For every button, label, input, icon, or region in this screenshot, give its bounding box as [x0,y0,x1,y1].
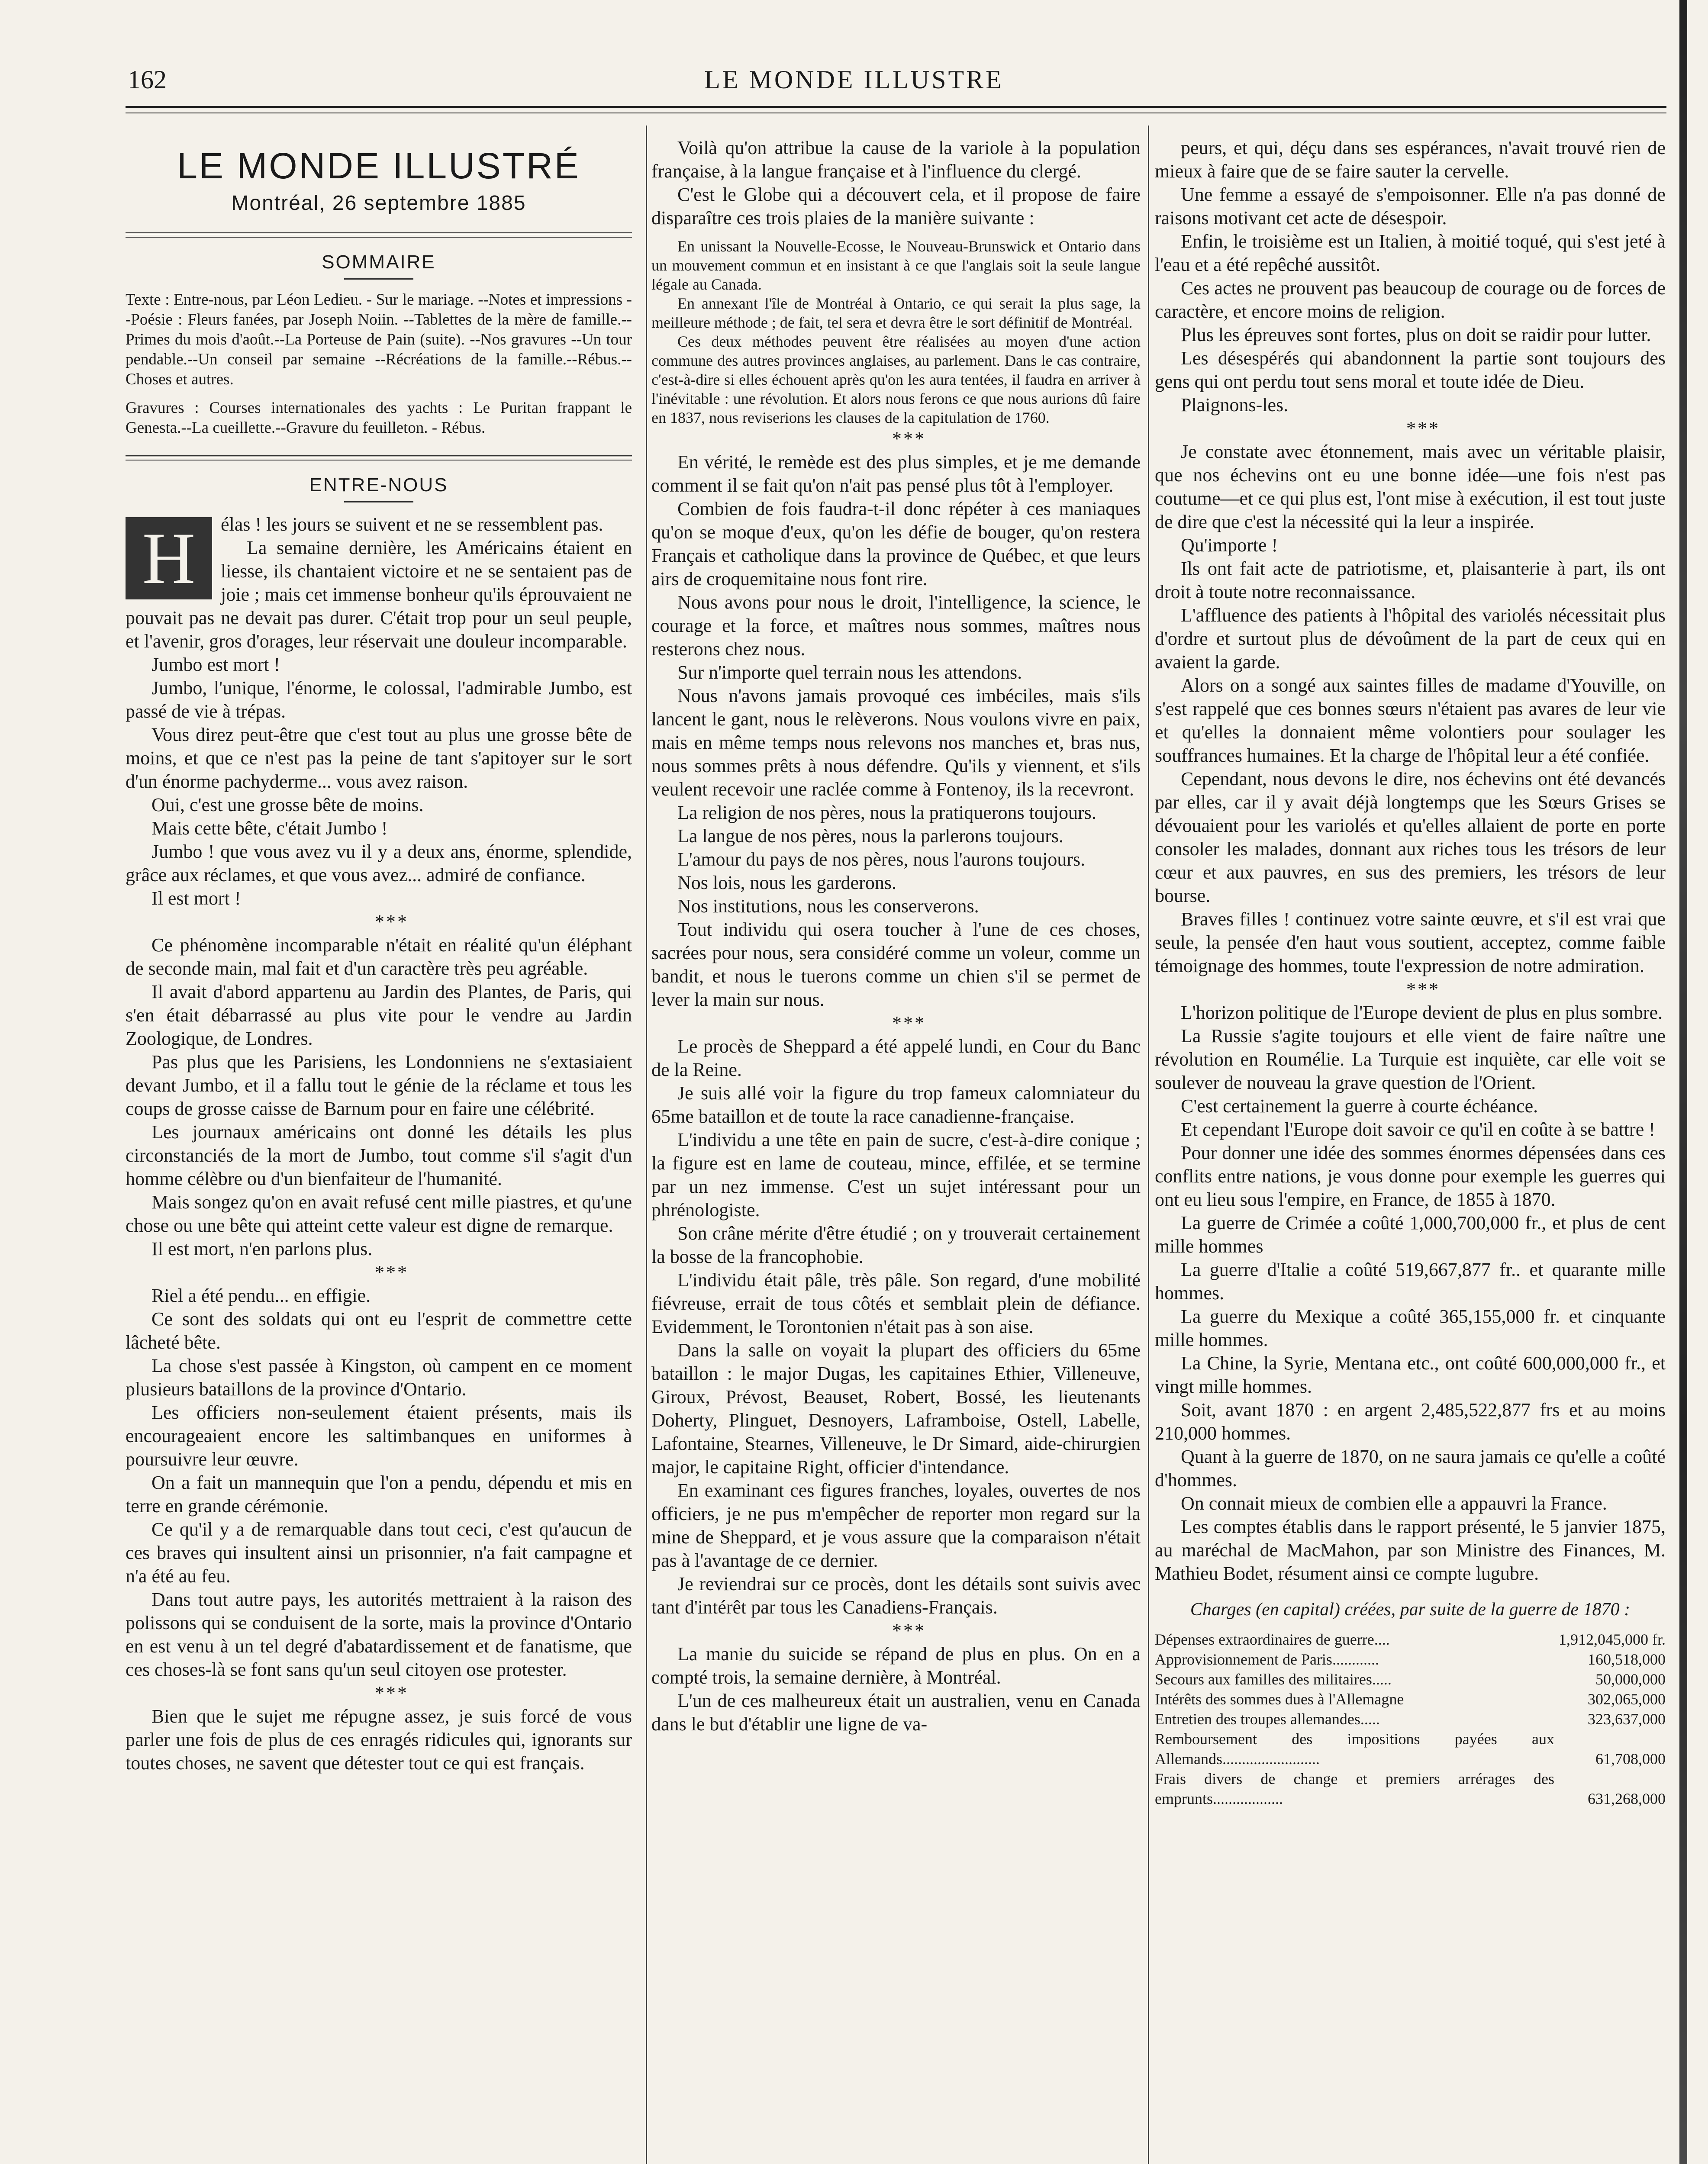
paragraph: Tout individu qui osera toucher à l'une de ces choses, sacrées pour nous, sera considéré comme un voleur, comme un bandit, et nous le tuerons comme un chien s'il se permet de lever la main sur nous. [651,919,1141,1010]
paragraph: La guerre d'Italie a coûté 519,667,877 fr.. et quarante mille hommes. [1155,1259,1666,1304]
table-row [1155,1649,1666,1669]
asterism-separator: *** [1406,979,1440,1000]
paragraph: Je constate avec étonnement, mais avec un véritable plaisir, que nos échevins ont eu une bonne idée—une fois n'est pas coutume—et ce qui plus est, l'ont mise à exécution, il est tout juste de dire que c'est la nécessité qui la leur a inspirée. [1155,441,1666,532]
paragraph: Dans tout autre pays, les autorités mettraient à la raison des polissons qui se conduisent de la sorte, mais la province d'Ontario en est venu à un tel degré d'abatardissement et de fanatisme, que ces choses-là se font sans qu'un seul citoyen ose protester. [126,1589,632,1680]
paragraph: Ces deux méthodes peuvent être réalisées au moyen d'une action commune des autres provinces anglaises, au parlement. Dans le cas contraire, c'est-à-dire si elles échouent après qu'on les aura tentées, il faudra en arriver à l'inévitable : une révolution. Et alors nous ferons ce que nous aurions dû faire en 1837, nous reviserions les clauses de la capitulation de 1760. [651,333,1141,426]
paragraph: peurs, et qui, déçu dans ses espérances, n'avait trouvé rien de mieux à faire que de se faire sauter la cervelle. [1155,137,1666,182]
paragraph: Combien de fois faudra-t-il donc répéter à ces maniaques qu'on se moque d'eux, qu'on les défie de bouger, qu'on restera Français et catholique dans la province de Québec, et que leurs airs de croquemitaine nous font rire. [651,498,1141,589]
charge-item: Dépenses extraordinaires de guerre.... [1155,1631,1390,1648]
paragraph: L'horizon politique de l'Europe devient de plus en plus sombre. [1181,1002,1663,1023]
paragraph: Oui, c'est une grosse bête de moins. [151,794,424,815]
paragraph: La chose s'est passée à Kingston, où campent en ce moment plusieurs bataillons de la province d'Ontario. [126,1355,632,1400]
globe-quotation [651,237,1141,427]
paragraph: La guerre de Crimée a coûté 1,000,700,000 fr., et plus de cent mille hommes [1155,1212,1666,1257]
paragraph: Quant à la guerre de 1870, on ne saura jamais ce qu'elle a coûté d'hommes. [1155,1446,1666,1491]
paragraph: La manie du suicide se répand de plus en plus. On en a compté trois, la semaine dernière, à Montréal. [651,1643,1141,1688]
paragraph: Nos lois, nous les garderons. [677,872,896,893]
column-1-body [126,513,632,1775]
charges-table-title: Charges (en capital) créées, par suite de la guerre de 1870 : [1190,1600,1631,1620]
paragraph: Nous n'avons jamais provoqué ces imbéciles, mais s'ils lancent le gant, nous le relèverons. Nous voulons vivre en paix, mais en même temps nous relevons nos manches et, bras nus, nous sommes prêts à nous défendre. Qu'ils y viennent, et s'ils veulent recevoir une raclée comme à Fontenoy, ils la recevront. [651,685,1141,800]
table-row [1155,1669,1666,1689]
page-number: 162 [128,65,167,94]
section-rule [126,455,632,460]
column-3 [1155,136,1666,1809]
column-divider [646,126,647,2164]
paragraph: Plus les épreuves sont fortes, plus on doit se raidir pour lutter. [1181,324,1651,345]
running-title: LE MONDE ILLUSTRE [704,65,1004,94]
paragraph: Et cependant l'Europe doit savoir ce qu'il en coûte à se battre ! [1181,1119,1655,1140]
page-binding-edge [1679,0,1687,2164]
table-row [1155,1769,1666,1809]
masthead-title: LE MONDE ILLUSTRÉ [177,145,580,186]
paragraph: Cependant, nous devons le dire, nos échevins ont été devancés par elles, car il y avait déjà longtemps que les Sœurs Grises se dévouaient pour les variolés et qu'elles allaient de porte en porte consoler les malades, donnant aux riches tous les trésors de leur cœur et aux pauvres, en sus des premiers, les trésors de leur bourse. [1155,768,1666,906]
paragraph: Vous direz peut-être que c'est tout au plus une grosse bête de moins, et que ce n'est pas la peine de tant s'apitoyer sur le sort d'un énorme pachyderme... vous avez raison. [126,724,632,792]
paragraph: En unissant la Nouvelle-Ecosse, le Nouveau-Brunswick et Ontario dans un mouvement commun et en insistant à ce que l'anglais soit la seule langue légale au Canada. [651,238,1141,293]
asterism-separator: *** [375,911,409,932]
paragraph: Qu'importe ! [1181,535,1278,556]
paragraph: Nous avons pour nous le droit, l'intelligence, la science, le courage et la force, et maîtres nous sommes, maîtres nous resterons chez nous. [651,592,1141,660]
paragraph: Ce qu'il y a de remarquable dans tout ceci, c'est qu'aucun de ces braves qui insultent ainsi un prisonnier, n'a fait campagne et n'a été au feu. [126,1519,632,1587]
table-row [1155,1629,1666,1649]
paragraph: La Chine, la Syrie, Mentana etc., ont coûté 600,000,000 fr., et vingt mille hommes. [1155,1352,1666,1397]
asterism-separator: *** [375,1262,409,1283]
paragraph: Sur n'importe quel terrain nous les attendons. [677,662,1022,683]
paragraph: C'est certainement la guerre à courte échéance. [1181,1095,1538,1117]
charges-table [1155,1629,1666,1809]
paragraph: L'affluence des patients à l'hôpital des variolés nécessitait plus d'ordre et surtout plus de dévoûment de la part de ceux qui en avaient la garde. [1155,605,1666,673]
table-row [1155,1689,1666,1709]
charge-item: Secours aux familles des militaires..... [1155,1671,1392,1688]
header-rule [126,106,1666,108]
sommaire-gravures: Gravures : Courses internationales des yachts : Le Puritan frappant le Genesta.--La cueillette.--Gravure du feuilleton. - Rébus. [126,399,632,437]
paragraph: Pour donner une idée des sommes énormes dépensées dans ces conflits entre nations, je vous donne pour exemple les guerres qui ont eu lieu sous l'empire, en France, de 1855 à 1870. [1155,1142,1666,1210]
charge-amount: 160,518,000 [1588,1651,1666,1668]
charge-amount: 302,065,000 [1588,1691,1666,1708]
sommaire-heading: SOMMAIRE [322,251,436,273]
paragraph: Jumbo ! que vous avez vu il y a deux ans, énorme, splendide, grâce aux réclames, et que vous avez... admiré de confiance. [126,841,632,886]
paragraph: On a fait un mannequin que l'on a pendu, dépendu et mis en terre en grande cérémonie. [126,1472,632,1517]
paragraph: Nos institutions, nous les conserverons. [677,895,979,917]
paragraph: C'est le Globe qui a découvert cela, et il propose de faire disparaître ces trois plaies de la manière suivante : [651,184,1141,229]
paragraph: Ces actes ne prouvent pas beaucoup de courage ou de forces de caractère, et encore moins de religion. [1155,277,1666,322]
asterism-separator: *** [892,1620,926,1641]
paragraph: Jumbo, l'unique, l'énorme, le colossal, l'admirable Jumbo, est passé de vie à trépas. [126,677,632,722]
paragraph: L'amour du pays de nos pères, nous l'aurons toujours. [677,849,1086,870]
short-rule [344,501,413,502]
paragraph: Soit, avant 1870 : en argent 2,485,522,877 frs et au moins 210,000 hommes. [1155,1399,1666,1444]
paragraph: On connait mieux de combien elle a appauvri la France. [1181,1493,1607,1514]
paragraph: Je suis allé voir la figure du trop fameux calomniateur du 65me bataillon et de toute la race canadienne-française. [651,1082,1141,1127]
charge-amount: 61,708,000 [1595,1750,1666,1768]
charge-item: Frais divers de change et premiers arrérages des emprunts.................. [1155,1770,1554,1807]
paragraph: La guerre du Mexique a coûté 365,155,000 fr. et cinquante mille hommes. [1155,1306,1666,1350]
paragraph: La semaine dernière, les Américains étaient en liesse, ils chantaient victoire et ne se sentaient pas de joie ; mais cet immense bonheur qu'ils éprouvaient ne pouvait pas ne devait pas durer. C'était trop pour un seul peuple, et l'avenir, gros d'orages, leur réservait une douleur incomparable. [126,537,632,652]
paragraph: La religion de nos pères, nous la pratiquerons toujours. [677,802,1096,823]
charge-amount: 323,637,000 [1588,1710,1666,1728]
charge-item: Entretien des troupes allemandes..... [1155,1710,1380,1728]
paragraph: Mais songez qu'on en avait refusé cent mille piastres, et qu'une chose ou une bête qui atteint cette valeur est digne de remarque. [126,1191,632,1236]
table-row [1155,1709,1666,1729]
column-2 [651,136,1141,1736]
paragraph: La Russie s'agite toujours et elle vient de faire naître une révolution en Roumélie. La Turquie est inquiète, car elle voit se soulever de nouveau la grave question de l'Orient. [1155,1025,1666,1093]
paragraph: Une femme a essayé de s'empoisonner. Elle n'a pas donné de raisons motivant cet acte de désespoir. [1155,184,1666,229]
paragraph: élas ! les jours se suivent et ne se ressemblent pas. [221,514,603,535]
charge-item: Remboursement des impositions payées aux Allemands......................... [1155,1730,1554,1768]
paragraph: Les journaux américains ont donné les détails les plus circonstanciés de la mort de Jumbo, tout comme s'il s'agit d'un homme célèbre ou d'un bienfaiteur de l'humanité. [126,1121,632,1189]
paragraph: Ce sont des soldats qui ont eu l'esprit de commettre cette lâcheté bête. [126,1308,632,1353]
charge-amount: 1,912,045,000 fr. [1559,1631,1666,1648]
masthead-date: Montréal, 26 septembre 1885 [231,192,526,215]
paragraph: Il est mort, n'en parlons plus. [151,1238,373,1259]
paragraph: Riel a été pendu... en effigie. [151,1285,371,1306]
paragraph: L'individu a une tête en pain de sucre, c'est-à-dire conique ; la figure est en lame de couteau, mince, effilée, et se termine par un nez immense. C'est un sujet intéressant pour un phrénologiste. [651,1129,1141,1220]
section-rule [126,232,632,238]
paragraph: Bien que le sujet me répugne assez, je suis forcé de vous parler une fois de plus de ces enragés ridicules qui, ignorants sur toutes choses, ne savent que détester tout ce qui est français. [126,1706,632,1774]
charge-amount: 50,000,000 [1595,1671,1666,1688]
paragraph: Ce phénomène incomparable n'était en réalité qu'un éléphant de seconde main, mal fait et d'un caractère très peu agréable. [126,934,632,979]
paragraph: Voilà qu'on attribue la cause de la variole à la population française, à la langue française et à l'influence du clergé. [651,137,1141,182]
entre-nous-heading: ENTRE-NOUS [309,474,448,496]
paragraph: Son crâne mérite d'être étudié ; on y trouverait certainement la bosse de la francophobie. [651,1223,1141,1267]
paragraph: Braves filles ! continuez votre sainte œuvre, et s'il est vrai que seule, la pensée d'en haut vous soutient, acceptez, comme faible témoignage des hommes, toute l'expression de notre admiration. [1155,908,1666,976]
paragraph: Dans la salle on voyait la plupart des officiers du 65me bataillon : le major Dugas, les capitaines Ethier, Villeneuve, Giroux, Prévost, Beauset, Robert, Bossé, les lieutenants Doherty, Plinguet, Desnoyers, Laframboise, Ostell, Labelle, Lafontaine, Stearnes, Villeneuve, le Dr Simard, aide-chirurgien major, le capitaine Right, officier d'intendance. [651,1340,1141,1478]
paragraph: Je reviendrai sur ce procès, dont les détails sont suivis avec tant d'intérêt par tous les Canadiens-Français. [651,1573,1141,1618]
paragraph: Mais cette bête, c'était Jumbo ! [151,818,388,839]
paragraph: Alors on a songé aux saintes filles de madame d'Youville, on s'est rappelé que ces bonnes sœurs n'étaient pas avares de leur vie et qu'elles la donnaient même volontiers pour soulager les souffrances humaines. Et la charge de l'hôpital leur a été confiée. [1155,675,1666,766]
asterism-separator: *** [892,428,926,449]
paragraph: Pas plus que les Parisiens, les Londonniens ne s'extasiaient devant Jumbo, et il a fallu tout le génie de la réclame et tous les coups de grosse caisse de Barnum pour en faire une célébrité. [126,1051,632,1119]
column-2-intro [651,136,1141,230]
paragraph: En examinant ces figures franches, loyales, ouvertes de nos officiers, je ne pus m'empêcher de reporter mon regard sur la mine de Sheppard, et je vous assure que la comparaison n'était pas à l'avantage de ce dernier. [651,1480,1141,1571]
charge-item: Approvisionnement de Paris............ [1155,1651,1379,1668]
charge-amount: 631,268,000 [1588,1790,1666,1807]
column-2-body [651,427,1141,1736]
paragraph: Les comptes établis dans le rapport présenté, le 5 janvier 1875, au maréchal de MacMahon, par son Ministre des Finances, M. Mathieu Bodet, résument ainsi ce compte lugubre. [1155,1516,1666,1584]
paragraph: Le procès de Sheppard a été appelé lundi, en Cour du Banc de la Reine. [651,1036,1141,1080]
paragraph: Jumbo est mort ! [151,654,280,675]
paragraph: Enfin, le troisième est un Italien, à moitié toqué, qui s'est jeté à l'eau et a été repêché aussitôt. [1155,231,1666,275]
asterism-separator: *** [1406,418,1440,439]
paragraph: Ils ont fait acte de patriotisme, et, plaisanterie à part, ils ont droit à toute notre reconnaissance. [1155,558,1666,602]
column-1 [126,136,632,1775]
paragraph: Les désespérés qui abandonnent la partie sont toujours des gens qui ont perdu tout sens moral et toute idée de Dieu. [1155,348,1666,392]
charge-item: Intérêts des sommes dues à l'Allemagne [1155,1691,1404,1708]
short-rule [344,278,413,280]
sommaire-texte: Texte : Entre-nous, par Léon Ledieu. - Sur le mariage. --Notes et impressions --Poésie : Fleurs fanées, par Joseph Noiin. --Tablettes de la mère de famille.--Primes du mois d'août.--La Porteuse de Pain (suite). --Nos gravures --Un tour pendable.--Un conseil par semaine --Récréations de la famille.--Rébus.--Choses et autres. [126,291,632,388]
paragraph: L'un de ces malheureux était un australien, venu en Canada dans le but d'établir une ligne de va- [651,1690,1141,1735]
asterism-separator: *** [892,1012,926,1034]
paragraph: En annexant l'île de Montréal à Ontario, ce qui serait la plus sage, la meilleure méthode ; de fait, tel sera et devra être le sort définitif de Montréal. [651,295,1141,331]
paragraph: Il avait d'abord appartenu au Jardin des Plantes, de Paris, qui s'en était débarrassé au plus vite pour le vendre au Jardin Zoologique, de Londres. [126,981,632,1049]
paragraph: En vérité, le remède est des plus simples, et je me demande comment il se fait qu'on n'ait pas pensé plus tôt à l'employer. [651,451,1141,496]
paragraph: Il est mort ! [151,888,241,909]
paragraph: L'individu était pâle, très pâle. Son regard, d'une mobilité fiévreuse, errait de tous côtés et semblait plein de défiance. Evidemment, le Torontonien n'était pas à son aise. [651,1269,1141,1337]
column-divider [1148,126,1149,2164]
dropcap-letter: H [126,517,212,599]
paragraph: Plaignons-les. [1181,394,1289,415]
asterism-separator: *** [375,1682,409,1704]
paragraph: Les officiers non-seulement étaient présents, mais ils encourageaient encore les saltimbanques en uniformes à poursuivre leur œuvre. [126,1402,632,1470]
paragraph: La langue de nos pères, nous la parlerons toujours. [677,825,1063,847]
table-row [1155,1729,1666,1769]
column-3-body [1155,136,1666,1585]
